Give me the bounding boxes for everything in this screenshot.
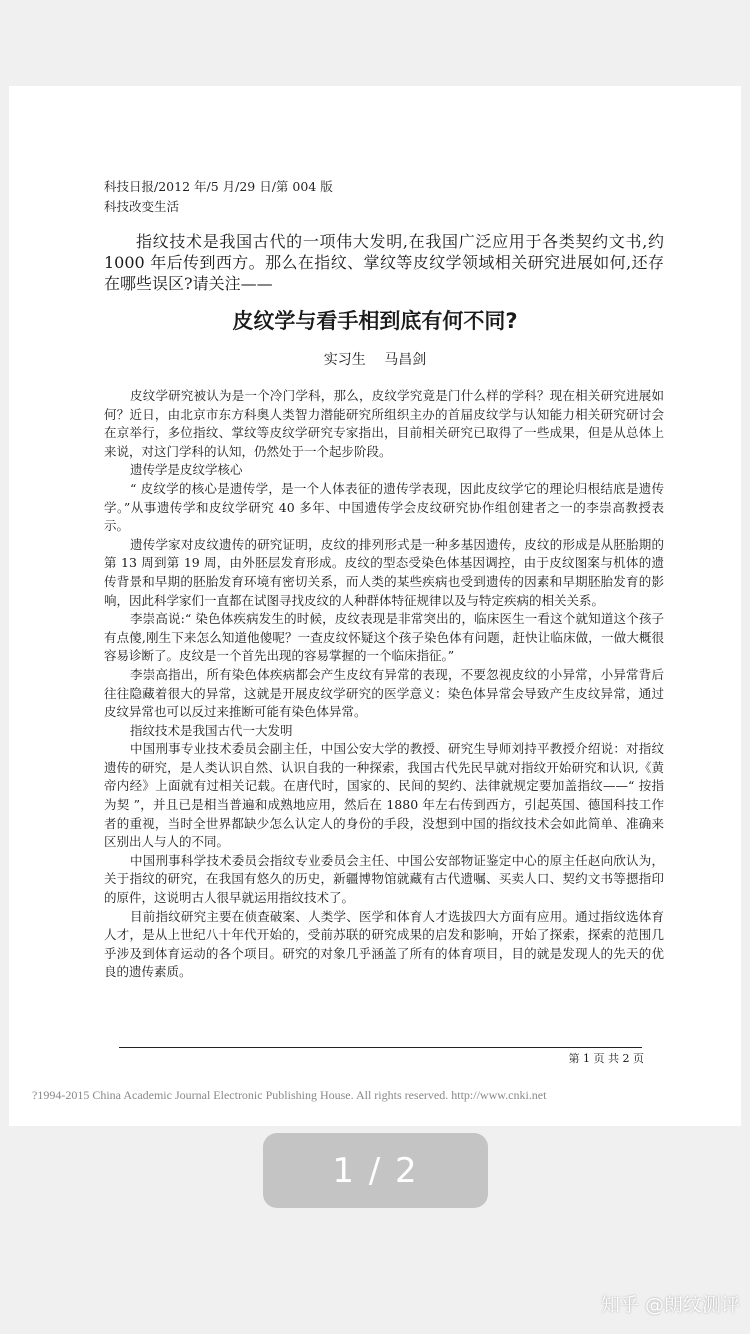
article-byline: 实习生 马昌剑 [323, 352, 427, 368]
page-indicator[interactable]: 1 / 2 [263, 1133, 488, 1208]
body-paragraph: “ 皮纹学的核心是遗传学，是一个人体表征的遗传学表现，因此皮纹学它的理论归根结底是遗传学。”从事遗传学和皮纹学研究 40 多年、中国遗传学会皮纹研究协作组创建者之一的李崇高教授表示。 [104, 480, 664, 534]
article-title: 皮纹学与看手相到底有何不同? [232, 309, 518, 333]
article-body [104, 387, 664, 982]
masthead [104, 177, 664, 217]
body-paragraph: 中国刑事科学技术委员会指纹专业委员会主任、中国公安部物证鉴定中心的原主任赵向欣认为，关于指纹的研究，在我国有悠久的历史，新疆博物馆就藏有古代遗嘱、买卖人口、契约文书等摁指印的原件，这说明古人很早就运用指纹技术了。 [104, 852, 664, 906]
body-paragraph: 皮纹学研究被认为是一个冷门学科，那么，皮纹学究竟是门什么样的学科？现在相关研究进展如何？近日，由北京市东方科奥人类智力潜能研究所组织主办的首届皮纹学与认知能力相关研究研讨会在京举行，多位指纹、掌纹等皮纹学研究专家指出，目前相关研究已取得了一些成果，但是从总体上来说，对这门学科的认知，仍然处于一个起步阶段。 [104, 388, 664, 459]
section-heading: 遗传学是皮纹学核心 [130, 462, 243, 478]
masthead-section: 科技改变生活 [104, 199, 180, 214]
footer-rule [119, 1047, 642, 1048]
copyright-notice: ?1994-2015 China Academic Journal Electronic Publishing House. All rights reserved. http://www.cnki.net [32, 1088, 547, 1102]
body-paragraph: 目前指纹研究主要在侦查破案、人类学、医学和体育人才选拔四大方面有应用。通过指纹选体育人才，是从上世纪八十年代开始的，受前苏联的研究成果的启发和影响，开始了探索，探索的范围几乎涉及到体育运动的各个项目。研究的对象几乎涵盖了所有的体育项目，目的就是发现人的先天的优良的遗传素质。 [104, 908, 664, 980]
page-number: 第 1 页 共 2 页 [568, 1052, 644, 1065]
body-paragraph: 李崇高指出，所有染色体疾病都会产生皮纹有异常的表现，不要忽视皮纹的小异常，小异常背后往往隐藏着很大的异常，这就是开展皮纹学研究的医学意义：染色体异常会导致产生皮纹异常，通过皮纹异常也可以反过来推断可能有染色体异常。 [104, 666, 664, 720]
body-paragraph: 遗传学家对皮纹遗传的研究证明，皮纹的排列形式是一种多基因遗传，皮纹的形成是从胚胎期的第 13 周到第 19 周，由外胚层发育形成。皮纹的型态受染色体基因调控，由于皮纹图案与机体的遗传背景和早期的胚胎发育环境有密切关系，而人类的某些疾病也受到遗传的因素和早期胚胎发育的影响，因此科学家们一直都在试图寻找皮纹的人种群体特征规律以及与特定疾病的相关关系。 [104, 536, 664, 608]
lead-paragraph: 指纹技术是我国古代的一项伟大发明,在我国广泛应用于各类契约文书,约 1000 年后传到西方。那么在指纹、掌纹等皮纹学领域相关研究进展如何,还存在哪些误区?请关注—— [104, 232, 664, 293]
masthead-source: 科技日报/2012 年/5 月/29 日/第 004 版 [104, 179, 333, 194]
body-paragraph: 李崇高说:“ 染色体疾病发生的时候，皮纹表现是非常突出的，临床医生一看这个就知道这个孩子有点傻,刚生下来怎么知道他傻呢？一查皮纹怀疑这个孩子染色体有问题，赶快让临床做，一做大概很容易诊断了。皮纹是一个首先出现的容易掌握的一个临床指征。” [104, 611, 664, 664]
body-paragraph: 中国刑事专业技术委员会副主任，中国公安大学的教授、研究生导师刘持平教授介绍说：对指纹遗传的研究，是人类认识自然、认识自我的一种探索，我国古代先民早就对指纹开始研究和认识,《黄帝内经》上面就有过相关记载。在唐代时，国家的、民间的契约、法律就规定要加盖指纹——“ 按指为契 ”，并且已是相当普遍和成熟地应用，然后在 1880 年左右传到西方，引起英国、德国科技工作者的重视，当时全世界都缺少怎么认定人的身份的手段，没想到中国的指纹技术会如此简单、准确来区别出人与人的不同。 [104, 741, 664, 850]
section-heading: 指纹技术是我国古代一大发明 [130, 722, 293, 738]
document-page [9, 86, 741, 1126]
zhihu-watermark: 知乎 @朗纹测评 [600, 1294, 740, 1316]
